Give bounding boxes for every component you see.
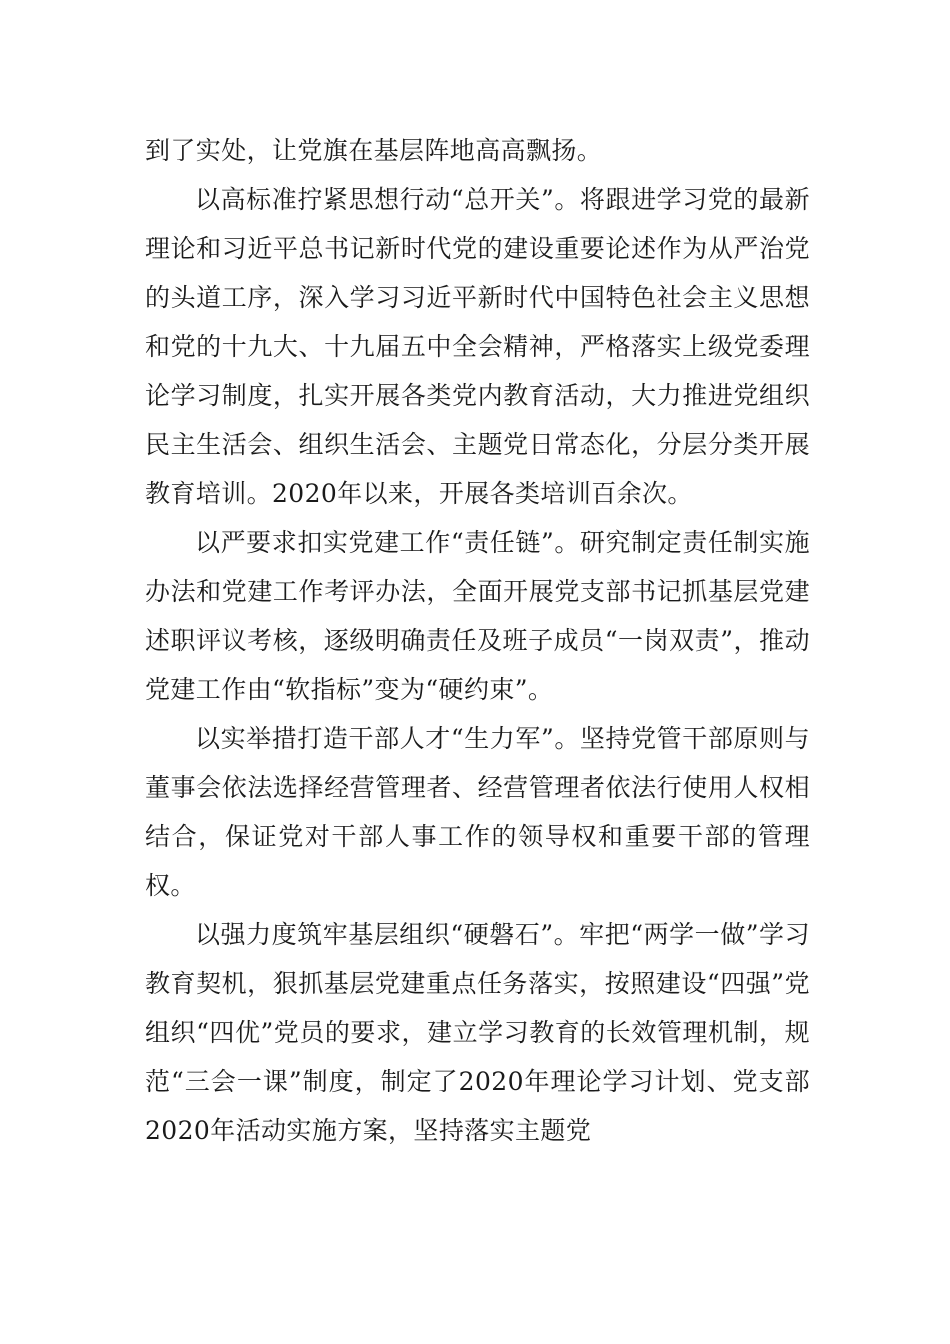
paragraph-continuation: 到了实处，让党旗在基层阵地高高飘扬。 [145, 136, 603, 165]
paragraph-responsibility: 以严要求扣实党建工作“责任链”。研究制定责任制实施办法和党建工作考评办法，全面开展党支部书记抓基层党建述职评议考核，逐级明确责任及班子成员“一岗双责”，推动党建工作由“软指标”变为“硬约束”。 [145, 528, 810, 704]
paragraph-cadres: 以实举措打造干部人才“生力军”。坚持党管干部原则与董事会依法选择经营管理者、经营管理者依法行使用人权相结合，保证党对干部人事工作的领导权和重要干部的管理权。 [145, 724, 810, 900]
paragraph-ideology: 以高标准拧紧思想行动“总开关”。将跟进学习党的最新理论和习近平总书记新时代党的建设重要论述作为从严治党的头道工序，深入学习习近平新时代中国特色社会主义思想和党的十九大、十九届五中全会精神，严格落实上级党委理论学习制度，扎实开展各类党内教育活动，大力推进党组织民主生活会、组织生活会、主题党日常态化，分层分类开展教育培训。2020年以来，开展各类培训百余次。 [145, 185, 810, 508]
paragraph-grassroots: 以强力度筑牢基层组织“硬磐石”。牢把“两学一做”学习教育契机，狠抓基层党建重点任务落实，按照建设“四强”党组织“四优”党员的要求，建立学习教育的长效管理机制，规范“三会一课”制度，制定了2020年理论学习计划、党支部2020年活动实施方案，坚持落实主题党 [145, 920, 810, 1145]
document-body [145, 126, 810, 1155]
